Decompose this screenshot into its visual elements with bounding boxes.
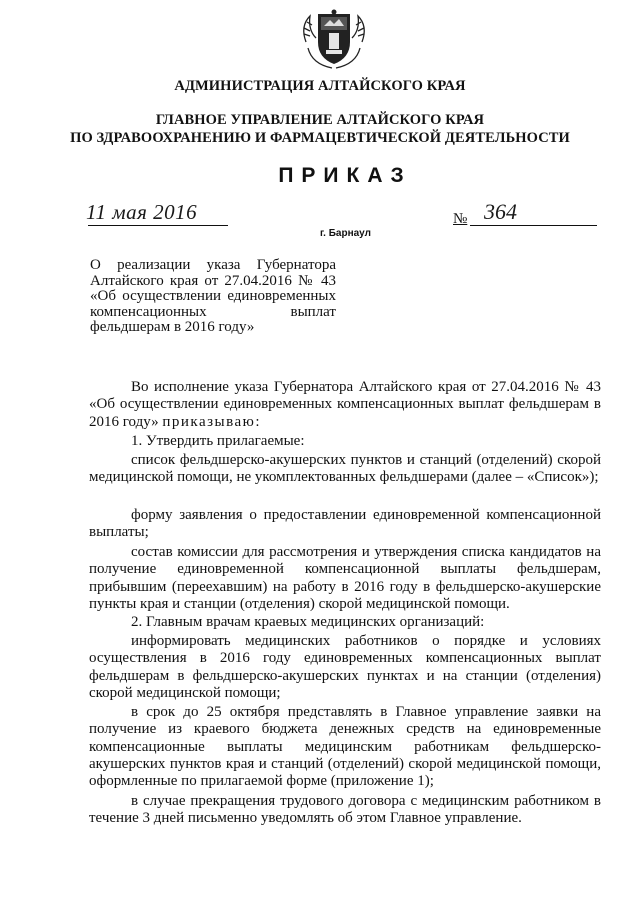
handwritten-date: 11 мая 2016 (86, 200, 198, 224)
city-label: г. Барнаул (320, 228, 371, 239)
item-2-termination: в случае прекращения трудового договора с медицинским работником в течение 3 дней письменно уведомлять об этом Главное управление. (89, 793, 601, 827)
order-number-underline (470, 225, 597, 226)
order-number-label: № (453, 211, 468, 227)
item-2-inform: информировать медицинских работников о порядке и условиях осуществления в 2016 году единовременных компенсационных выплат фельдшерам в фельдшерско-акушерских пунктах и на станции (отделения) скорой медицинской помощи; (89, 633, 601, 701)
item-2-deadline: в срок до 25 октября представлять в Главное управление заявки на получение из краевого бюджета денежных средств на единовременные компенсационные выплаты медицинским работникам фельдшерско-акушерских пунктов края и станций (отделений) скорой медицинской помощи, оформленные по прилагаемой форме (приложение 1); (89, 704, 601, 790)
department-heading-line1: ГЛАВНОЕ УПРАВЛЕНИЕ АЛТАЙСКОГО КРАЯ (155, 112, 485, 128)
preamble-text: Во исполнение указа Губернатора Алтайского края от 27.04.2016 № 43 «Об осуществлении единовременных компенсационных выплат фельдшерам в 2016 году» (89, 379, 601, 430)
administration-heading: АДМИНИСТРАЦИЯ АЛТАЙСКОГО КРАЯ (174, 78, 466, 94)
item-1-commission: состав комиссии для рассмотрения и утверждения списка кандидатов на получение единовременной компенсационной выплаты фельдшерам, прибывшим (переехавшим) на работу в 2016 году в фельдшерско-акушерские пункты края и станции (отделения) скорой медицинской помощи. (89, 544, 601, 612)
prikazyvayu-word: приказываю: (162, 413, 262, 430)
date-underline (88, 225, 228, 226)
preamble-paragraph (89, 379, 601, 431)
department-heading-line2: ПО ЗДРАВООХРАНЕНИЮ И ФАРМАЦЕВТИЧЕСКОЙ ДЕЯТЕЛЬНОСТИ (70, 130, 570, 146)
item-2: 2. Главным врачам краевых медицинских организаций: (131, 614, 485, 630)
item-1: 1. Утвердить прилагаемые: (131, 433, 305, 449)
coat-of-arms-emblem (296, 8, 372, 72)
item-1-list: список фельдшерско-акушерских пунктов и станций (отделений) скорой медицинской помощи, не укомплектованных фельдшерами (далее – «Список»); (89, 452, 601, 486)
order-title: ПРИКАЗ (278, 164, 412, 187)
order-subject: О реализации указа Губернатора Алтайского края от 27.04.2016 № 43 «Об осуществлении единовременных компенсационных выплат фельдшерам в 2016 году» (90, 257, 336, 336)
handwritten-order-number: 364 (484, 199, 517, 224)
item-1-form: форму заявления о предоставлении единовременной компенсационной выплаты; (89, 507, 601, 541)
